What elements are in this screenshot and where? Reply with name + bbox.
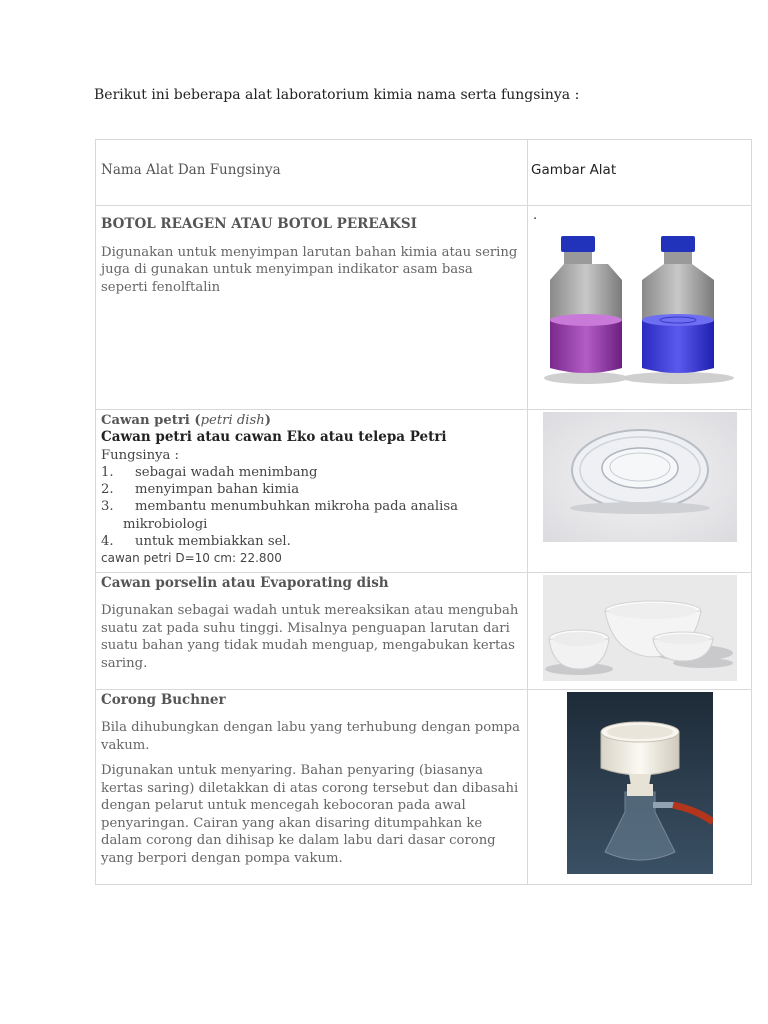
petri-title-italic: petri dish: [200, 413, 265, 428]
petri-title-close: ): [264, 413, 272, 428]
table-row: [96, 206, 752, 410]
row-desc-evaporating-dish: Digunakan sebagai wadah untuk mereaksikan atau mengubah suatu zat pada suhu tinggi. Misalnya penguapan larutan dari suatu bahan yang tidak mudah menguap, mengabukan kertas saring.: [101, 603, 519, 671]
petri-price: cawan petri D=10 cm: 22.800: [101, 551, 282, 566]
lab-equipment-table: [95, 139, 752, 885]
dot-mark: .: [533, 208, 538, 223]
list-text: menyimpan bahan kimia: [135, 482, 300, 498]
list-item-continuation: mikrobiologi: [123, 516, 208, 532]
row-desc-reagent-bottle: Digunakan untuk menyimpan larutan bahan kimia atau sering juga di gunakan untuk menyimpan indikator asam basa seperti fenolftalin: [101, 244, 518, 295]
petri-dish-image: [543, 412, 737, 542]
header-name: Nama Alat Dan Fungsinya: [101, 162, 281, 178]
list-item: [101, 481, 522, 498]
list-text: sebagai wadah menimbang: [135, 464, 318, 480]
row-title-reagent-bottle: BOTOL REAGEN ATAU BOTOL PEREAKSI: [101, 216, 417, 232]
list-number: 3.: [101, 499, 114, 515]
reagent-bottles-image: [538, 228, 748, 408]
list-item: [101, 533, 522, 550]
petri-subtitle: Cawan petri atau cawan Eko atau telepa Petri: [101, 429, 447, 446]
list-number: 1.: [101, 464, 114, 480]
list-text: membantu menumbuhkan mikroha pada analisa: [135, 499, 458, 515]
list-number: 4.: [101, 534, 114, 550]
table-row: [96, 410, 752, 573]
list-text: untuk membiakkan sel.: [135, 534, 291, 550]
row-desc-buchner-2: Digunakan untuk menyaring. Bahan penyaring (biasanya kertas saring) diletakkan di atas corong tersebut dan dibasahi dengan pelarut untuk mencegah kebocoran pada awal penyaringan. Cairan yang akan disaring ditumpahkan ke dalam corong dan dihisap ke dalam labu dari dasar corong yang berpori dengan pompa vakum.: [101, 763, 519, 866]
row-desc-buchner-1: Bila dihubungkan dengan labu yang terhubung dengan pompa vakum.: [101, 720, 520, 753]
row-title-buchner-funnel: Corong Buchner: [101, 691, 226, 708]
evaporating-dish-image: [543, 575, 737, 681]
petri-title: Cawan petri (: [101, 413, 201, 428]
table-row: [96, 572, 752, 689]
petri-fungsi-label: Fungsinya :: [101, 447, 180, 463]
intro-text: Berikut ini beberapa alat laboratorium kimia nama serta fungsinya :: [94, 87, 580, 103]
list-item: [101, 498, 522, 515]
table-header-row: [96, 140, 752, 206]
header-image: Gambar Alat: [531, 162, 617, 178]
buchner-funnel-image: [567, 692, 713, 874]
list-number: 2.: [101, 482, 114, 498]
list-item: [101, 464, 522, 481]
table-row: [96, 689, 752, 884]
row-title-evaporating-dish: Cawan porselin atau Evaporating dish: [101, 574, 389, 591]
